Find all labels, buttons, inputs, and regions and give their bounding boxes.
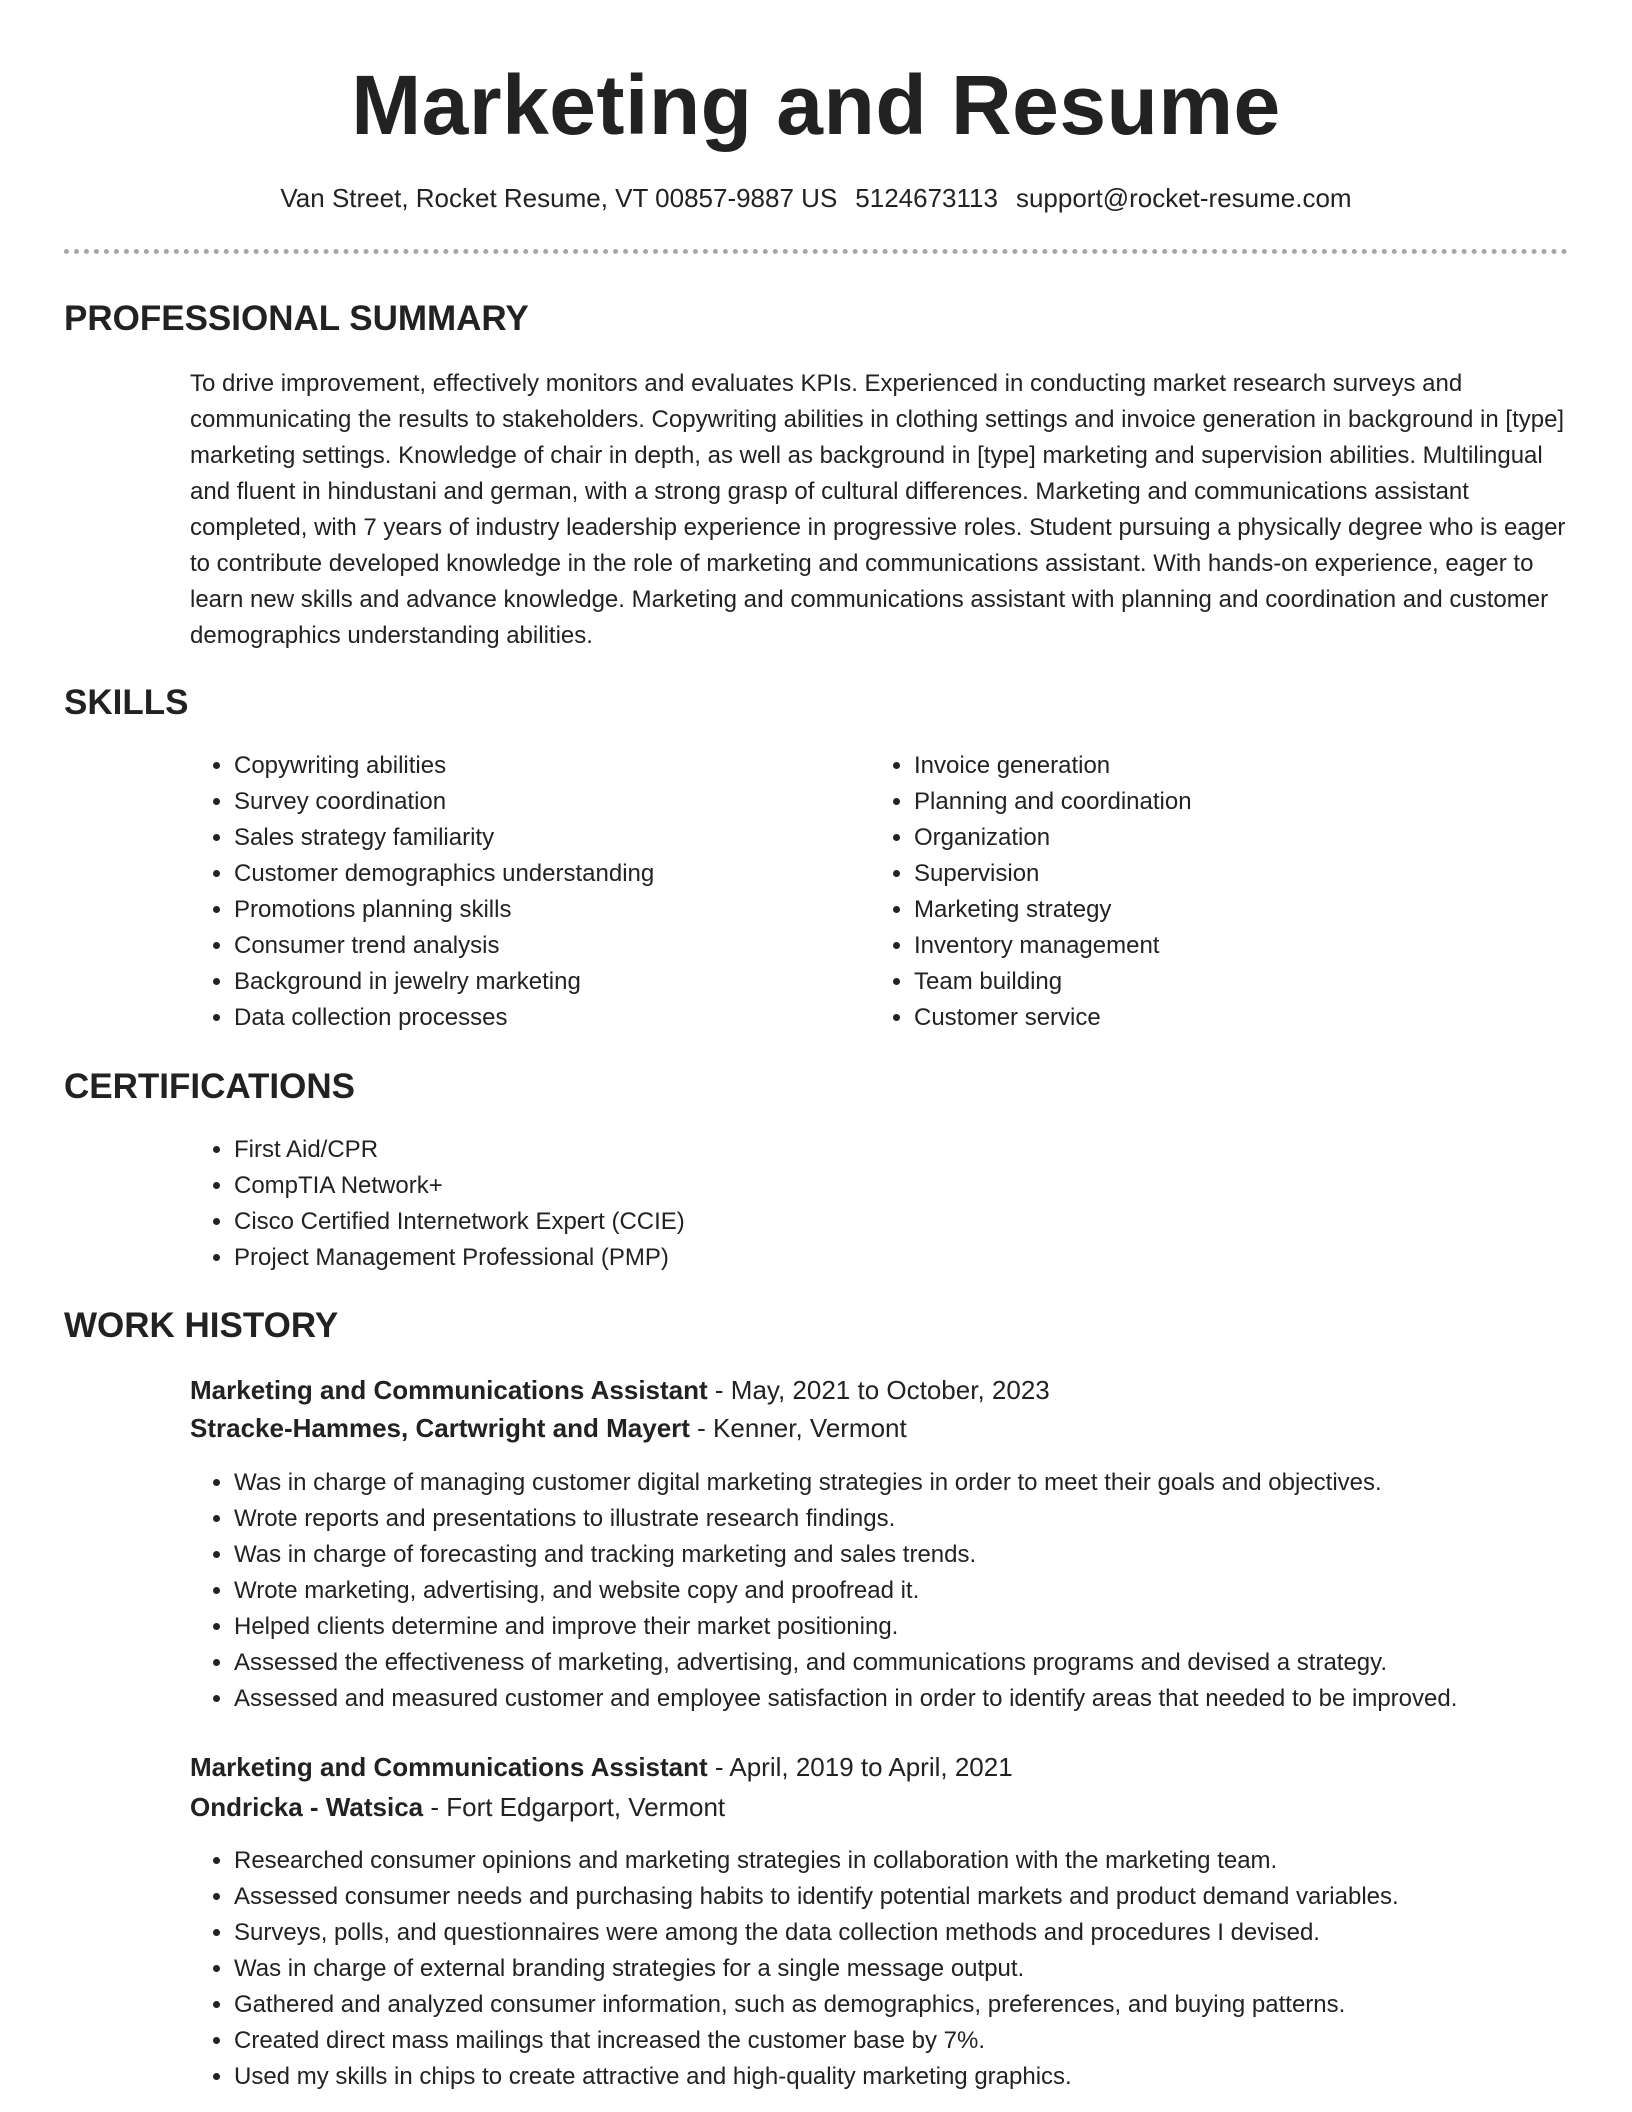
list-item: • Was in charge of forecasting and tracking marketing and sales trends. <box>234 1537 1614 1573</box>
list-item: • Cisco Certified Internetwork Expert (CCIE) <box>234 1204 1534 1240</box>
list-item: • Assessed the effectiveness of marketing, advertising, and communications programs and devised a strategy. <box>234 1645 1614 1681</box>
work-history-heading: WORK HISTORY <box>64 1306 339 1345</box>
job-bullets <box>190 1465 1614 1717</box>
phone: 5124673113 <box>855 183 998 213</box>
list-item: • Was in charge of external branding strategies for a single message output. <box>234 1951 1614 1987</box>
list-item: • Survey coordination <box>234 784 854 820</box>
job-location: - Fort Edgarport, Vermont <box>423 1792 726 1822</box>
list-item: • Wrote reports and presentations to illustrate research findings. <box>234 1501 1614 1537</box>
job-dates: - May, 2021 to October, 2023 <box>707 1375 1050 1405</box>
list-item: • Assessed consumer needs and purchasing habits to identify potential markets and product demand variables. <box>234 1879 1614 1915</box>
job-company-line <box>190 1409 907 1447</box>
address: Van Street, Rocket Resume, VT 00857-9887 US <box>280 183 838 213</box>
list-item: • Organization <box>914 820 1554 856</box>
job-location: - Kenner, Vermont <box>689 1413 907 1443</box>
list-item: • Customer service <box>914 1000 1554 1036</box>
list-item: • Data collection processes <box>234 1000 854 1036</box>
skills-heading: SKILLS <box>64 683 189 722</box>
list-item: • Gathered and analyzed consumer information, such as demographics, preferences, and buying patterns. <box>234 1987 1614 2023</box>
job-bullets <box>190 1843 1614 2095</box>
skills-list-right <box>870 748 1554 1036</box>
job-company-line <box>190 1788 725 1826</box>
job-company: Ondricka - Watsica <box>190 1792 424 1822</box>
list-item: • Supervision <box>914 856 1554 892</box>
resume-name: Marketing and Resume <box>351 58 1281 152</box>
job-title-line <box>190 1371 1050 1409</box>
list-item: • Created direct mass mailings that increased the customer base by 7%. <box>234 2023 1614 2059</box>
list-item: • Invoice generation <box>914 748 1554 784</box>
list-item: • Helped clients determine and improve their market positioning. <box>234 1609 1614 1645</box>
list-item: • Customer demographics understanding <box>234 856 854 892</box>
job-role: Marketing and Communications Assistant <box>190 1752 708 1782</box>
job-dates: - April, 2019 to April, 2021 <box>707 1752 1013 1782</box>
list-item: • Was in charge of managing customer digital marketing strategies in order to meet their goals and objectives. <box>234 1465 1614 1501</box>
list-item: • Consumer trend analysis <box>234 928 854 964</box>
header-divider <box>64 249 1568 254</box>
list-item: • Marketing strategy <box>914 892 1554 928</box>
list-item: • Researched consumer opinions and marketing strategies in collaboration with the marketing team. <box>234 1843 1614 1879</box>
contact-line <box>0 178 1632 218</box>
list-item: • Sales strategy familiarity <box>234 820 854 856</box>
summary-text: To drive improvement, effectively monitors and evaluates KPIs. Experienced in conducting market research surveys and communicating the results to stakeholders. Copywriting abilities in clothing settings and invoice generation in background in [type] marketing settings. Knowledge of chair in depth, as well as background in [type] marketing and supervision abilities. Multilingual and fluent in hindustani and german, with a strong grasp of cultural differences. Marketing and communications assistant completed, with 7 years of industry leadership experience in progressive roles. Student pursuing a physically degree who is eager to contribute developed knowledge in the role of marketing and communications assistant. With hands-on experience, eager to learn new skills and advance knowledge. Marketing and communications assistant with planning and coordination and customer demographics understanding abilities. <box>190 370 1566 649</box>
list-item: • Surveys, polls, and questionnaires were among the data collection methods and procedures I devised. <box>234 1915 1614 1951</box>
list-item: • Team building <box>914 964 1554 1000</box>
list-item: • CompTIA Network+ <box>234 1168 1534 1204</box>
list-item: • Project Management Professional (PMP) <box>234 1240 1534 1276</box>
list-item: • Background in jewelry marketing <box>234 964 854 1000</box>
skills-list-left <box>190 748 854 1036</box>
list-item: • Planning and coordination <box>914 784 1554 820</box>
list-item: • Copywriting abilities <box>234 748 854 784</box>
list-item: • Wrote marketing, advertising, and website copy and proofread it. <box>234 1573 1614 1609</box>
certifications-heading: CERTIFICATIONS <box>64 1067 356 1106</box>
list-item: • Promotions planning skills <box>234 892 854 928</box>
list-item: • First Aid/CPR <box>234 1132 1534 1168</box>
job-title-line <box>190 1748 1013 1786</box>
job-role: Marketing and Communications Assistant <box>190 1375 708 1405</box>
email: support@rocket-resume.com <box>1015 183 1352 213</box>
list-item: • Used my skills in chips to create attractive and high-quality marketing graphics. <box>234 2059 1614 2095</box>
list-item: • Assessed and measured customer and employee satisfaction in order to identify areas that needed to be improved. <box>234 1681 1614 1717</box>
certifications-list <box>190 1132 1534 1276</box>
list-item: • Inventory management <box>914 928 1554 964</box>
summary-heading: PROFESSIONAL SUMMARY <box>64 299 529 338</box>
job-company: Stracke-Hammes, Cartwright and Mayert <box>190 1413 690 1443</box>
